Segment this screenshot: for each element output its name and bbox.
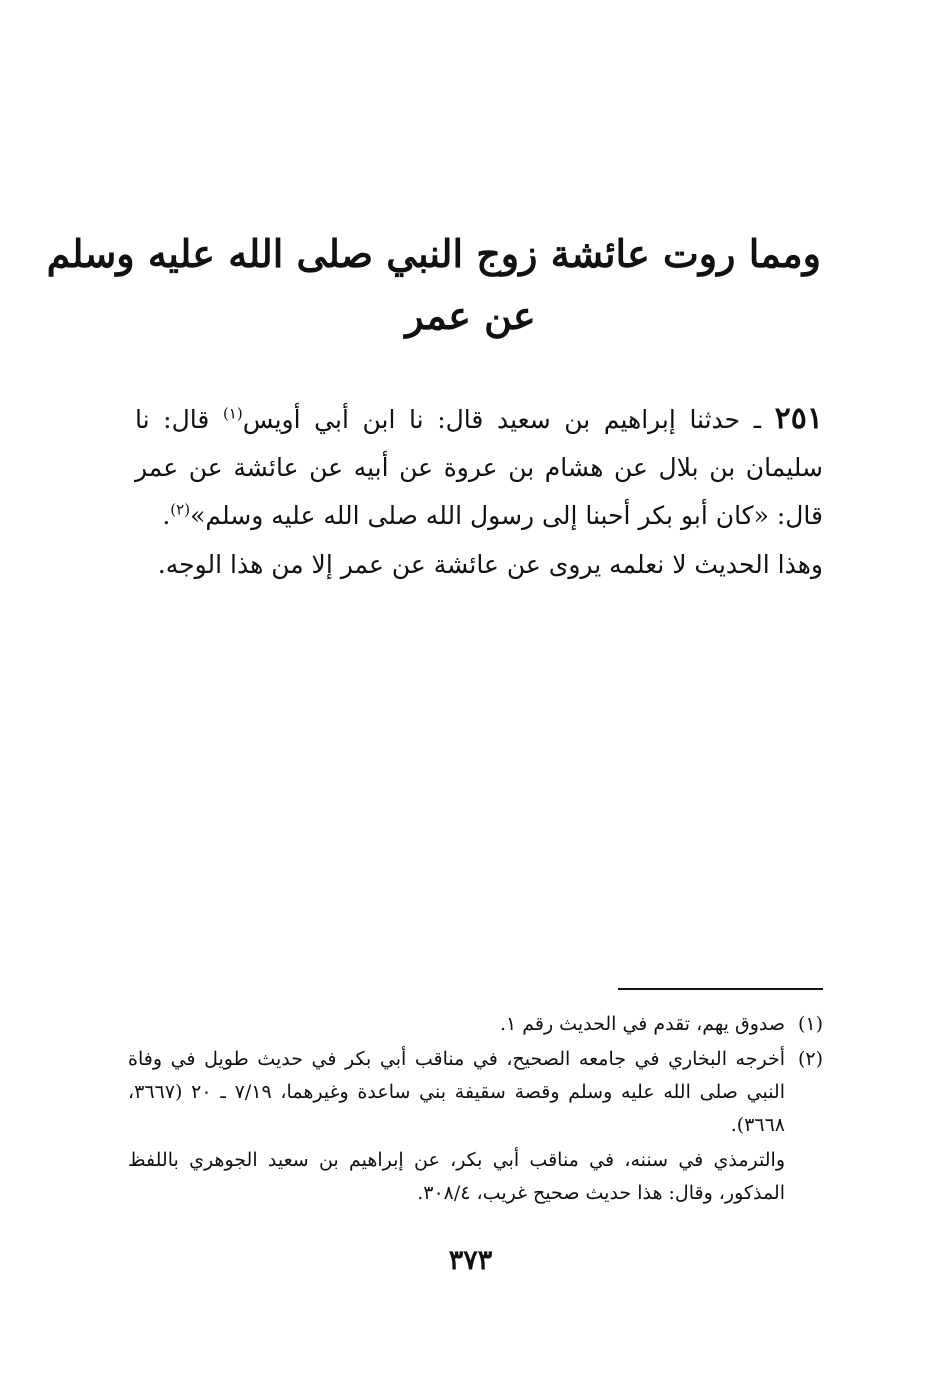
author-comment: وهذا الحديث لا نعلمه يروى عن عائشة عن عمر إلا من هذا الوجه. <box>157 550 823 579</box>
hadith-paragraph <box>135 395 823 540</box>
footnote-paragraph: أخرجه البخاري في جامعه الصحيح، في مناقب أبي بكر في حديث طويل في وفاة النبي صلى الله عليه وسلم وقصة سقيفة بني ساعدة وغيرهما، ٧/١٩ ـ ٢٠ (٣٦٦٧، ٣٦٦٨). <box>128 1048 786 1136</box>
footnote-paragraph: صدوق يهم، تقدم في الحديث رقم ١. <box>499 1013 785 1035</box>
footnote-number: (١) <box>797 1013 823 1035</box>
hadith-text-end: . <box>162 501 171 530</box>
page-number: ٣٧٣ <box>448 1245 493 1276</box>
footnote-1 <box>128 1008 823 1041</box>
hadith-dash: ـ <box>740 405 775 434</box>
footnote-separator <box>618 988 823 990</box>
footnote-ref-2[interactable]: (٢) <box>170 500 191 519</box>
footnote-body <box>128 1008 785 1041</box>
footnote-paragraph: والترمذي في سننه، في مناقب أبي بكر، عن إبراهيم بن سعيد الجوهري باللفظ المذكور، وقال: هذا حديث صحيح غريب، ٣٠٨/٤. <box>128 1149 785 1204</box>
footnote-body <box>128 1043 785 1210</box>
footnote-number: (٢) <box>797 1048 823 1070</box>
footnote-ref-1[interactable]: (١) <box>222 404 243 423</box>
chapter-heading-line-1: ومما روت عائشة زوج النبي صلى الله عليه وسلم <box>46 231 821 276</box>
hadith-text-part-2: قال: نا سليمان بن بلال عن هشام بن عروة عن أبيه عن عائشة عن عمر قال: «كان أبو بكر أحبنا إلى رسول الله صلى الله عليه وسلم» <box>135 405 823 530</box>
chapter-heading-line-2: عن عمر <box>405 293 536 338</box>
hadith-text-part-1: حدثنا إبراهيم بن سعيد قال: نا ابن أبي أويس <box>242 405 741 434</box>
footnote-2 <box>128 1043 823 1210</box>
footnotes-section <box>128 1008 823 1212</box>
hadith-number: ٢٥١ <box>774 401 824 436</box>
